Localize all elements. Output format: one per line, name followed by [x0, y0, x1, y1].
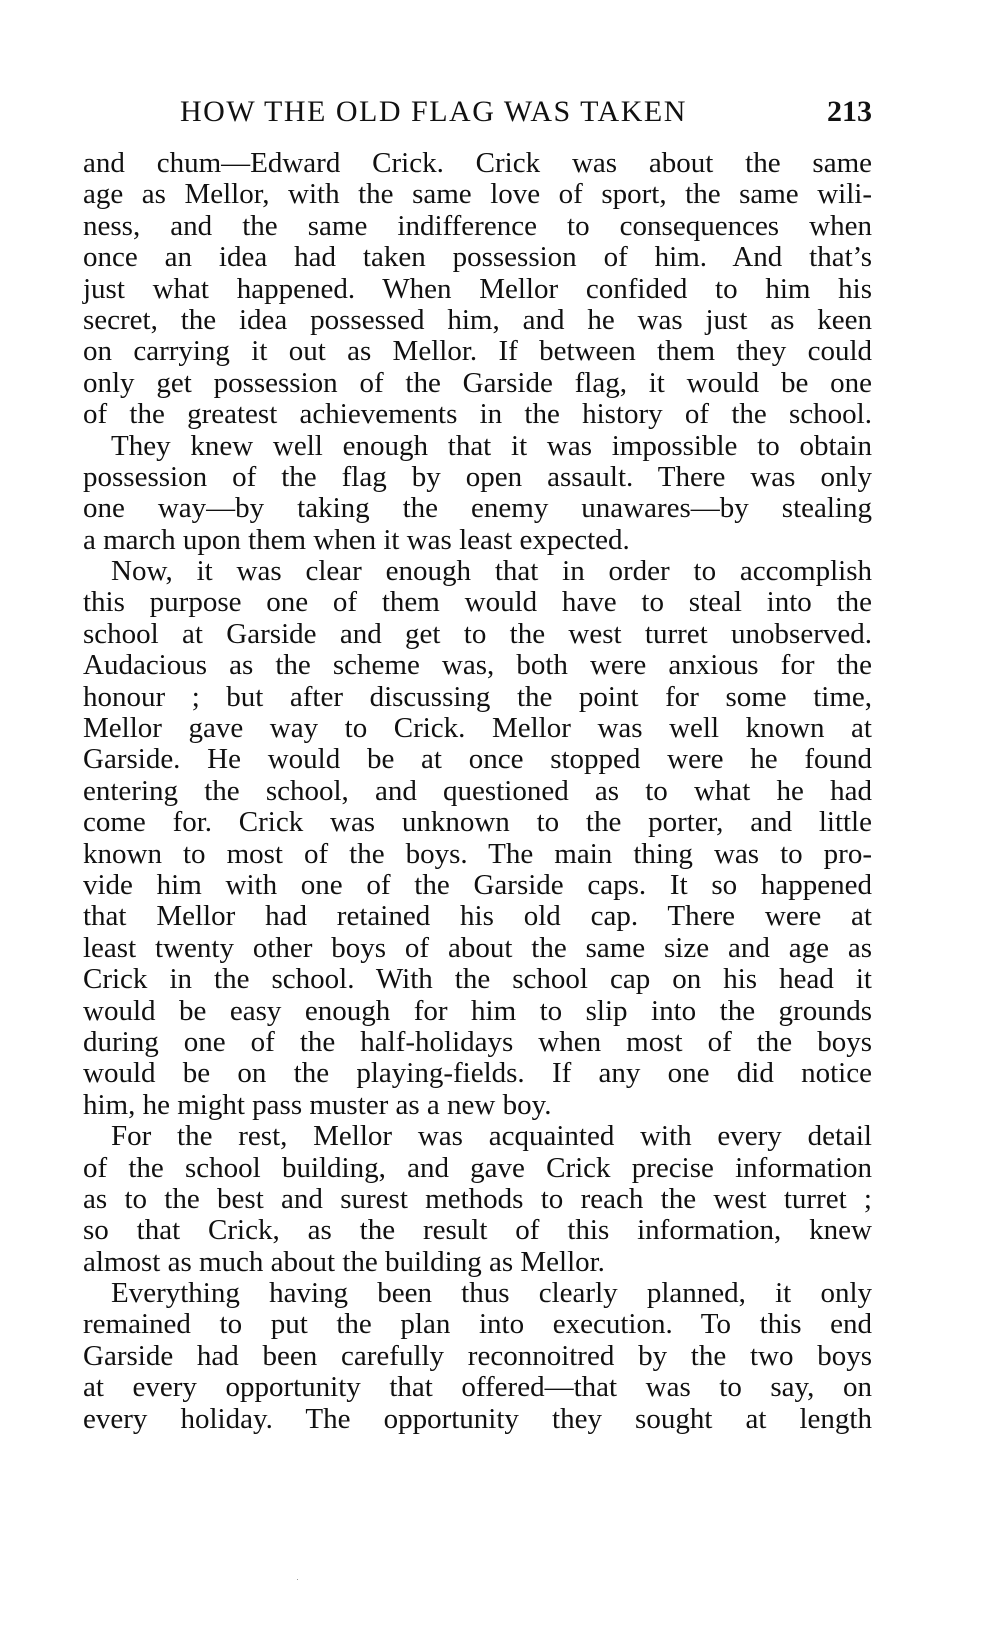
text-line: come for. Crick was unknown to the porter, and little [83, 806, 872, 839]
running-header [84, 92, 872, 132]
text-line: Now, it was clear enough that in order to accomplish [111, 555, 872, 588]
text-line: him, he might pass muster as a new boy. [83, 1088, 552, 1121]
text-line: a march upon them when it was least expected. [83, 523, 630, 556]
text-line: honour ; but after discussing the point for some time, [83, 680, 872, 713]
text-line: so that Crick, as the result of this information, knew [83, 1214, 872, 1247]
text-line: one way—by taking the enemy unawares—by stealing [83, 492, 872, 525]
text-line: school at Garside and get to the west turret unobserved. [83, 617, 872, 650]
text-line: Audacious as the scheme was, both were anxious for the [83, 649, 872, 682]
text-line: would be easy enough for him to slip into the grounds [83, 994, 872, 1027]
text-line: Garside had been carefully reconnoitred by the two boys [83, 1339, 872, 1372]
text-line: secret, the idea possessed him, and he was just as keen [83, 303, 872, 336]
scan-speck [297, 1579, 298, 1580]
text-line: For the rest, Mellor was acquainted with every detail [111, 1120, 872, 1153]
text-line: remained to put the plan into execution. To this end [83, 1308, 872, 1341]
text-line: as to the best and surest methods to reach the west turret ; [83, 1182, 872, 1215]
text-line: this purpose one of them would have to steal into the [83, 586, 872, 619]
text-line: at every opportunity that offered—that was to say, on [83, 1371, 872, 1404]
text-line: once an idea had taken possession of him. And that’s [83, 241, 872, 274]
text-line: during one of the half-holidays when most of the boys [83, 1025, 872, 1058]
text-line: Garside. He would be at once stopped were he found [83, 743, 872, 776]
text-line: Everything having been thus clearly planned, it only [111, 1277, 872, 1310]
text-line: possession of the flag by open assault. There was only [83, 460, 872, 493]
text-line: vide him with one of the Garside caps. It so happened [83, 868, 872, 901]
text-line: just what happened. When Mellor confided to him his [83, 272, 872, 305]
text-line: known to most of the boys. The main thing was to pro- [83, 837, 872, 870]
text-line: They knew well enough that it was impossible to obtain [111, 429, 872, 462]
text-line: would be on the playing-fields. If any one did notice [83, 1057, 872, 1090]
text-line: that Mellor had retained his old cap. There were at [83, 900, 872, 933]
text-line: Mellor gave way to Crick. Mellor was well known at [83, 712, 872, 745]
text-line: only get possession of the Garside flag, it would be one [83, 366, 872, 399]
text-line: of the greatest achievements in the history of the school. [83, 398, 872, 431]
text-line: on carrying it out as Mellor. If between them they could [83, 335, 872, 368]
text-line: almost as much about the building as Mellor. [83, 1245, 605, 1278]
text-line: ness, and the same indifference to consequences when [83, 209, 872, 242]
text-line: Crick in the school. With the school cap on his head it [83, 963, 872, 996]
text-line: and chum—Edward Crick. Crick was about the same [83, 147, 872, 179]
text-line: least twenty other boys of about the same size and age as [83, 931, 872, 964]
page-number: 213 [827, 95, 872, 128]
text-line: every holiday. The opportunity they sought at length [83, 1402, 872, 1435]
running-title: HOW THE OLD FLAG WAS TAKEN [180, 95, 687, 128]
text-line: age as Mellor, with the same love of sport, the same wili- [83, 178, 872, 211]
text-line: of the school building, and gave Crick precise information [83, 1151, 872, 1184]
body-text [83, 148, 872, 1435]
text-line: entering the school, and questioned as to what he had [83, 774, 872, 807]
